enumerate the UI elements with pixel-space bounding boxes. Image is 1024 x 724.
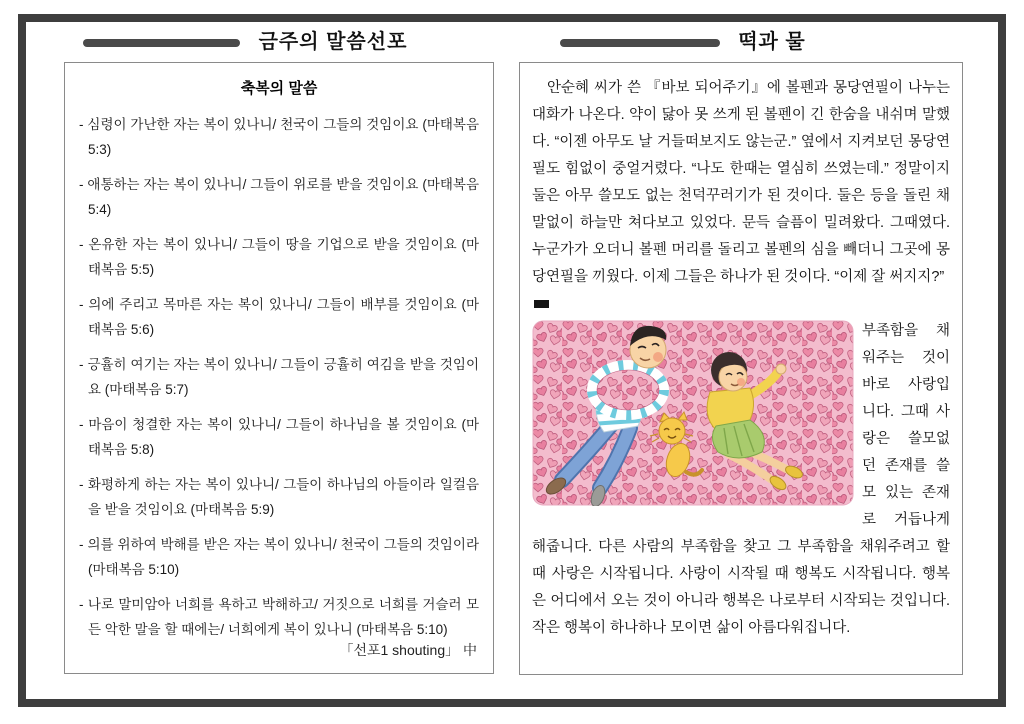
story-paragraph: 안순혜 씨가 쓴 『바보 되어주기』에 볼펜과 몽당연필이 나누는 대화가 나온다. 약이 닳아 못 쓰게 된 볼펜이 긴 한숨을 내쉬며 말했다. “이젠 아무도 날 거들떠보지도 않는군.” 옆에서 지켜보던 몽당연필도 힘없이 중얼거렸다. “나도 한때는 열심히 쓰였는데.” 정말이지 둘은 아무 쓸모도 없는 천덕꾸러기가 된 것이다. 둘은 등을 돌린 채 말없이 하늘만 쳐다보고 있었다. 문득 슬픔이 밀려왔다. 그때였다. 누군가가 오더니 볼펜 머리를 돌리고 볼펜의 심을 빼더니 그곳에 몽당연필을 끼웠다. 이제 그들은 하나가 된 것이다. “이제 잘 써지지?” — [532, 80, 950, 285]
right-header-bar — [560, 39, 720, 47]
left-header-bar — [83, 39, 240, 47]
beatitude-item: - 나로 말미암아 너희를 욕하고 박해하고/ 거짓으로 너희를 거슬러 모든 악한 말을 할 때에는/ 너희에게 복이 있나니 (마태복음 5:10) — [79, 597, 479, 637]
blessing-box-title: 축복의 말씀 — [240, 80, 318, 97]
beatitudes-list — [79, 112, 479, 642]
beatitude-item: - 마음이 청결한 자는 복이 있나니/ 그들이 하나님을 볼 것임이요 (마태복음 5:8) — [79, 417, 479, 457]
beatitude-item: - 심령이 가난한 자는 복이 있나니/ 천국이 그들의 것임이요 (마태복음 5:3) — [79, 117, 479, 157]
beatitude-item: - 긍휼히 여기는 자는 복이 있나니/ 그들이 긍휼히 여김을 받을 것임이요 (마태복음 5:7) — [79, 357, 479, 397]
right-section-title: 떡과 물 — [738, 31, 806, 53]
beatitude-item: - 온유한 자는 복이 있나니/ 그들이 땅을 기업으로 받을 것임이요 (마태복음 5:5) — [79, 237, 479, 277]
couple-hearts-illustration — [532, 320, 854, 506]
story-box — [519, 62, 963, 675]
beatitude-item: - 의를 위하여 박해를 받은 자는 복이 있나니/ 천국이 그들의 것임이라 (마태복음 5:10) — [79, 537, 479, 577]
beatitude-item: - 애통하는 자는 복이 있나니/ 그들이 위로를 받을 것임이요 (마태복음 5:4) — [79, 177, 479, 217]
source-citation: 「선포1 shouting」 中 — [339, 642, 477, 658]
beatitude-item: - 의에 주리고 목마른 자는 복이 있나니/ 그들이 배부를 것임이요 (마태복음 5:6) — [79, 297, 479, 337]
section-divider-mark — [534, 300, 549, 308]
love-paragraph: 부족함을 채워주는 것이 바로 사랑입니다. 그때 사랑은 쓸모없던 존재를 쓸모 있는 존재로 거듭나게 해줍니다. 다른 사람의 부족함을 찾고 그 부족함을 채워주려고 할 때 사랑은 시작됩니다. 사랑이 시작될 때 행복도 시작됩니다. 행복은 어디에서 오는 것이 아니라 행복은 나로부터 시작되는 것입니다. 작은 행복이 하나하나 모이면 삶이 아름다워집니다. — [532, 323, 950, 636]
left-section-title: 금주의 말씀선포 — [258, 31, 408, 53]
blessing-words-box — [64, 62, 494, 674]
hearts-background — [533, 321, 853, 505]
beatitude-item: - 화평하게 하는 자는 복이 있나니/ 그들이 하나님의 아들이라 일컬음을 받을 것임이요 (마태복음 5:9) — [79, 477, 479, 517]
